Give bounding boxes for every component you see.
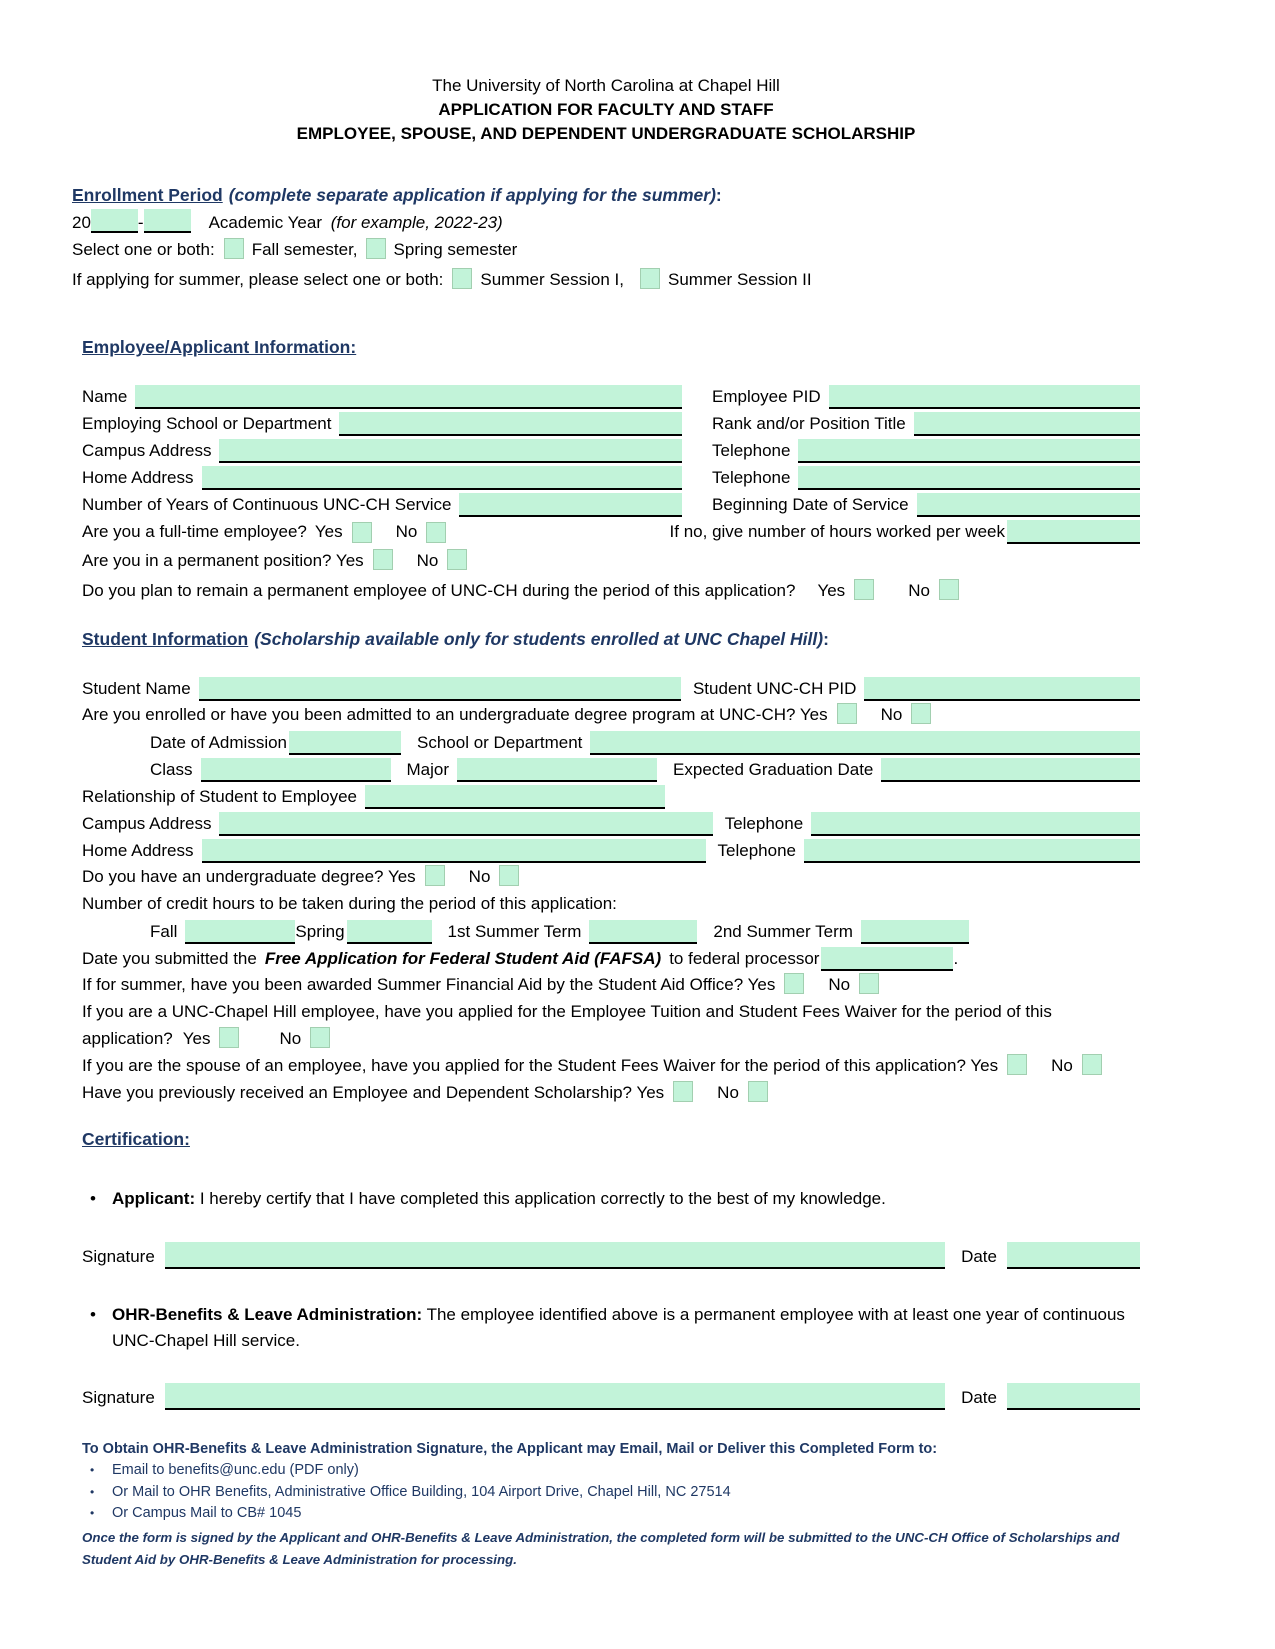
student-name-label: Student Name <box>82 679 191 698</box>
applicant-signature-field[interactable] <box>165 1242 945 1269</box>
beginning-date-field[interactable] <box>917 493 1140 517</box>
class-label: Class <box>150 760 193 779</box>
enrolled-row <box>82 701 1140 728</box>
summer-aid-yes-checkbox[interactable] <box>784 973 804 994</box>
summer-session-2-checkbox[interactable] <box>640 268 660 289</box>
academic-year-label: Academic Year <box>208 213 322 232</box>
university-name: The University of North Carolina at Chapel Hill <box>432 76 780 95</box>
enrollment-heading-note: (complete separate application if applying for the summer) <box>228 185 716 205</box>
student-campus-telephone-label: Telephone <box>724 814 804 833</box>
student-name-row <box>82 674 1140 701</box>
applicant-label: Applicant: <box>112 1189 196 1208</box>
processing-note: Once the form is signed by the Applicant and OHR-Benefits & Leave Administration, the completed form will be submitted to the UNC-CH Office of Scholarships and Student Aid by OHR-Benefits & Leave Administration for processing. <box>82 1529 1120 1567</box>
waiver-no-checkbox[interactable] <box>310 1027 330 1048</box>
class-field[interactable] <box>201 758 391 782</box>
credit-hours-intro: Number of credit hours to be taken during the period of this application: <box>82 894 617 913</box>
years-of-service-field[interactable] <box>459 493 682 517</box>
spouse-waiver-question: If you are the spouse of an employee, have you applied for the Student Fees Waiver for the period of this application? <box>82 1056 966 1075</box>
permanent-yes-label: Yes <box>335 551 364 570</box>
enrollment-heading-colon: : <box>715 185 722 205</box>
student-pid-field[interactable] <box>864 677 1140 701</box>
summer-session-1-checkbox[interactable] <box>452 268 472 289</box>
fafsa-title-label: Free Application for Federal Student Aid (FAFSA) <box>264 949 662 968</box>
date-of-admission-label: Date of Admission <box>150 733 288 752</box>
instruction-item <box>82 1460 1140 1482</box>
ohr-date-label: Date <box>961 1388 997 1407</box>
student-name-field[interactable] <box>199 677 681 701</box>
form-title-line2: APPLICATION FOR FACULTY AND STAFF <box>438 100 774 119</box>
waiver-no-label: No <box>279 1029 302 1048</box>
semester-select-row <box>72 236 1140 263</box>
student-home-telephone-field[interactable] <box>804 839 1140 863</box>
employee-campus-address-field[interactable] <box>219 439 682 463</box>
form-title <box>72 74 1140 146</box>
student-heading-note: (Scholarship available only for students enrolled at UNC Chapel Hill) <box>254 629 824 649</box>
major-field[interactable] <box>457 758 657 782</box>
spouse-waiver-yes-label: Yes <box>970 1056 999 1075</box>
instruction-item <box>82 1503 1140 1525</box>
relationship-field[interactable] <box>365 785 665 809</box>
fall-credit-label: Fall <box>150 922 178 941</box>
rank-position-label: Rank and/or Position Title <box>712 414 906 433</box>
certification-section <box>82 1126 1140 1410</box>
previous-yes-label: Yes <box>636 1083 665 1102</box>
years-of-service-label: Number of Years of Continuous UNC-CH Service <box>82 495 452 514</box>
enrollment-section <box>72 182 1140 293</box>
academic-year-example: (for example, 2022-23) <box>330 213 503 232</box>
employee-name-row <box>82 382 1140 409</box>
spring-credit-label: Spring <box>295 922 345 941</box>
certification-heading-text: Certification: <box>82 1129 190 1149</box>
admission-row <box>82 728 1140 755</box>
summer1-credit-hours-field[interactable] <box>589 920 697 944</box>
mail-instruction: Or Mail to OHR Benefits, Administrative Office Building, 104 Airport Drive, Chapel Hill, NC 27514 <box>112 1483 731 1500</box>
summer-aid-row <box>82 971 1140 998</box>
degree-question: Do you have an undergraduate degree? <box>82 867 384 886</box>
employee-home-address-label: Home Address <box>82 468 194 487</box>
applicant-signature-row <box>82 1239 1140 1269</box>
student-section <box>82 626 1140 1106</box>
spring-semester-label: Spring semester <box>393 240 518 259</box>
academic-year-row <box>72 209 1140 236</box>
fafsa-post-label: to federal processor <box>669 949 820 968</box>
bullet-icon: • <box>90 1506 95 1520</box>
student-home-address-field[interactable] <box>202 839 706 863</box>
spring-credit-hours-field[interactable] <box>347 920 432 944</box>
spouse-waiver-yes-checkbox[interactable] <box>1007 1054 1027 1075</box>
student-heading-colon: : <box>823 629 829 649</box>
beginning-date-label: Beginning Date of Service <box>712 495 909 514</box>
campus-mail-instruction: Or Campus Mail to CB# 1045 <box>112 1505 302 1521</box>
fulltime-yes-checkbox[interactable] <box>352 522 372 543</box>
semester-select-prompt: Select one or both: <box>72 240 215 259</box>
year-prefix-label: 20 <box>72 213 91 232</box>
employee-pid-label: Employee PID <box>712 387 821 406</box>
fulltime-no-checkbox[interactable] <box>426 522 446 543</box>
relationship-row <box>82 782 1140 809</box>
degree-yes-checkbox[interactable] <box>425 865 445 886</box>
ohr-date-field[interactable] <box>1007 1383 1140 1410</box>
employee-campus-telephone-label: Telephone <box>712 441 791 460</box>
degree-no-checkbox[interactable] <box>499 865 519 886</box>
previous-scholarship-question: Have you previously received an Employee and Dependent Scholarship? <box>82 1083 633 1102</box>
student-heading <box>82 626 1140 653</box>
credit-hours-row <box>82 917 1140 944</box>
fall-semester-checkbox[interactable] <box>224 238 244 259</box>
student-heading-text: Student Information <box>82 629 249 649</box>
fulltime-yes-label: Yes <box>314 522 343 541</box>
student-campus-address-field[interactable] <box>219 812 712 836</box>
enrolled-yes-checkbox[interactable] <box>837 703 857 724</box>
academic-year-end-field[interactable] <box>144 209 191 233</box>
hours-per-week-field[interactable] <box>1007 520 1140 544</box>
academic-year-start-field[interactable] <box>91 209 138 233</box>
bullet-icon: • <box>90 1484 95 1499</box>
student-campus-telephone-field[interactable] <box>811 812 1140 836</box>
graduation-date-label: Expected Graduation Date <box>673 760 874 779</box>
fall-semester-label: Fall semester, <box>251 240 358 259</box>
fafsa-date-field[interactable] <box>821 947 953 971</box>
spouse-waiver-no-checkbox[interactable] <box>1082 1054 1102 1075</box>
employee-campus-telephone-field[interactable] <box>798 439 1140 463</box>
form-title-line3: EMPLOYEE, SPOUSE, AND DEPENDENT UNDERGRADUATE SCHOLARSHIP <box>296 124 916 143</box>
summer1-credit-label: 1st Summer Term <box>447 922 582 941</box>
credit-hours-intro-row <box>82 890 1140 917</box>
employee-campus-address-row <box>82 436 1140 463</box>
applicant-signature-label: Signature <box>82 1247 155 1266</box>
summer-aid-no-checkbox[interactable] <box>859 973 879 994</box>
student-campus-address-row <box>82 809 1140 836</box>
submission-instructions <box>82 1439 1140 1571</box>
applicant-date-field[interactable] <box>1007 1242 1140 1269</box>
enrolled-question: Are you enrolled or have you been admitted to an undergraduate degree program at UNC-CH? <box>82 705 796 724</box>
employee-pid-field[interactable] <box>829 385 1140 409</box>
previous-scholarship-no-checkbox[interactable] <box>748 1081 768 1102</box>
student-campus-address-label: Campus Address <box>82 814 212 833</box>
enrollment-heading <box>72 182 1140 209</box>
years-of-service-row <box>82 490 1140 517</box>
employee-home-telephone-field[interactable] <box>798 466 1140 490</box>
spring-semester-checkbox[interactable] <box>366 238 386 259</box>
hours-per-week-label: If no, give number of hours worked per week <box>669 522 1005 541</box>
summer2-credit-hours-field[interactable] <box>861 920 969 944</box>
employee-heading-text: Employee/Applicant Information: <box>82 337 357 357</box>
employing-school-field[interactable] <box>339 412 682 436</box>
ohr-statement: The employee identified above is a permanent employee with at least one year of continuous UNC-Chapel Hill service. <box>112 1305 1125 1350</box>
employee-name-label: Name <box>82 387 128 406</box>
student-school-label: School or Department <box>417 733 583 752</box>
summer-aid-no-label: No <box>828 975 851 994</box>
student-home-address-row <box>82 836 1140 863</box>
student-home-telephone-label: Telephone <box>717 841 796 860</box>
certification-heading <box>82 1126 1140 1153</box>
degree-row <box>82 863 1140 890</box>
summer-select-prompt: If applying for summer, please select one or both: <box>72 270 444 289</box>
summer-aid-yes-label: Yes <box>747 975 776 994</box>
remain-permanent-row <box>82 577 1140 604</box>
fulltime-no-label: No <box>395 522 418 541</box>
employee-home-telephone-label: Telephone <box>712 468 791 487</box>
fall-credit-hours-field[interactable] <box>185 920 295 944</box>
remain-no-label: No <box>908 581 930 600</box>
graduation-date-field[interactable] <box>881 758 1140 782</box>
degree-yes-label: Yes <box>387 867 416 886</box>
fafsa-period: . <box>953 949 959 968</box>
previous-scholarship-yes-checkbox[interactable] <box>673 1081 693 1102</box>
ohr-signature-row <box>82 1380 1140 1410</box>
class-major-row <box>82 755 1140 782</box>
summer-session-1-label: Summer Session I, <box>480 270 624 289</box>
remain-yes-checkbox[interactable] <box>854 579 874 600</box>
permanent-no-label: No <box>416 551 439 570</box>
fafsa-row <box>82 944 1140 971</box>
permanent-no-checkbox[interactable] <box>447 549 467 570</box>
bullet-icon: • <box>90 1463 95 1477</box>
employing-school-label: Employing School or Department <box>82 414 332 433</box>
permanent-position-row <box>82 547 1140 574</box>
year-dash-label: - <box>137 213 144 232</box>
summer2-credit-label: 2nd Summer Term <box>713 922 853 941</box>
enrolled-yes-label: Yes <box>799 705 828 724</box>
spouse-waiver-row <box>82 1052 1140 1079</box>
remain-no-checkbox[interactable] <box>939 579 959 600</box>
waiver-row <box>82 998 1140 1052</box>
student-home-address-label: Home Address <box>82 841 194 860</box>
date-of-admission-field[interactable] <box>289 731 401 755</box>
rank-position-field[interactable] <box>914 412 1140 436</box>
remain-question: Do you plan to remain a permanent employee of UNC-CH during the period of this application? <box>82 581 796 600</box>
fafsa-pre-label: Date you submitted the <box>82 949 257 968</box>
employee-heading <box>82 334 1140 361</box>
applicant-date-label: Date <box>961 1247 997 1266</box>
employee-name-field[interactable] <box>135 385 682 409</box>
degree-no-label: No <box>468 867 491 886</box>
fulltime-question: Are you a full-time employee? <box>82 522 307 541</box>
employee-home-address-row <box>82 463 1140 490</box>
previous-no-label: No <box>717 1083 739 1102</box>
spouse-waiver-no-label: No <box>1051 1056 1073 1075</box>
employee-home-address-field[interactable] <box>202 466 683 490</box>
fulltime-row <box>82 517 1140 544</box>
student-school-field[interactable] <box>590 731 1140 755</box>
major-label: Major <box>406 760 450 779</box>
employee-campus-address-label: Campus Address <box>82 441 212 460</box>
waiver-yes-label: Yes <box>182 1029 211 1048</box>
remain-yes-label: Yes <box>817 581 846 600</box>
ohr-label: OHR-Benefits & Leave Administration: <box>112 1305 423 1324</box>
employee-school-row <box>82 409 1140 436</box>
ohr-certification <box>82 1302 1140 1354</box>
employee-section <box>82 334 1140 604</box>
permanent-yes-checkbox[interactable] <box>373 549 393 570</box>
summer-select-row <box>72 266 1140 293</box>
ohr-signature-field[interactable] <box>165 1383 945 1410</box>
waiver-question: If you are a UNC-Chapel Hill employee, have you applied for the Employee Tuition and Student Fees Waiver for the period of this application? <box>82 1002 1052 1048</box>
instruction-item <box>82 1482 1140 1504</box>
enrolled-no-checkbox[interactable] <box>911 703 931 724</box>
relationship-label: Relationship of Student to Employee <box>82 787 358 806</box>
applicant-certification <box>82 1186 1140 1212</box>
applicant-statement: I hereby certify that I have completed this application correctly to the best of my knowledge. <box>199 1189 886 1208</box>
summer-session-2-label: Summer Session II <box>667 270 812 289</box>
student-pid-label: Student UNC-CH PID <box>692 679 857 698</box>
instructions-heading: To Obtain OHR-Benefits & Leave Administration Signature, the Applicant may Email, Mail or Deliver this Completed Form to: <box>82 1441 938 1457</box>
enrolled-no-label: No <box>880 705 903 724</box>
summer-aid-question: If for summer, have you been awarded Summer Financial Aid by the Student Aid Office? <box>82 975 744 994</box>
enrollment-heading-text: Enrollment Period <box>72 185 223 205</box>
waiver-yes-checkbox[interactable] <box>219 1027 239 1048</box>
previous-scholarship-row <box>82 1079 1140 1106</box>
bullet-icon: • <box>90 1189 96 1208</box>
ohr-signature-label: Signature <box>82 1388 155 1407</box>
permanent-question: Are you in a permanent position? <box>82 551 332 570</box>
bullet-icon: • <box>90 1305 96 1324</box>
email-instruction: Email to benefits@unc.edu (PDF only) <box>112 1462 359 1478</box>
